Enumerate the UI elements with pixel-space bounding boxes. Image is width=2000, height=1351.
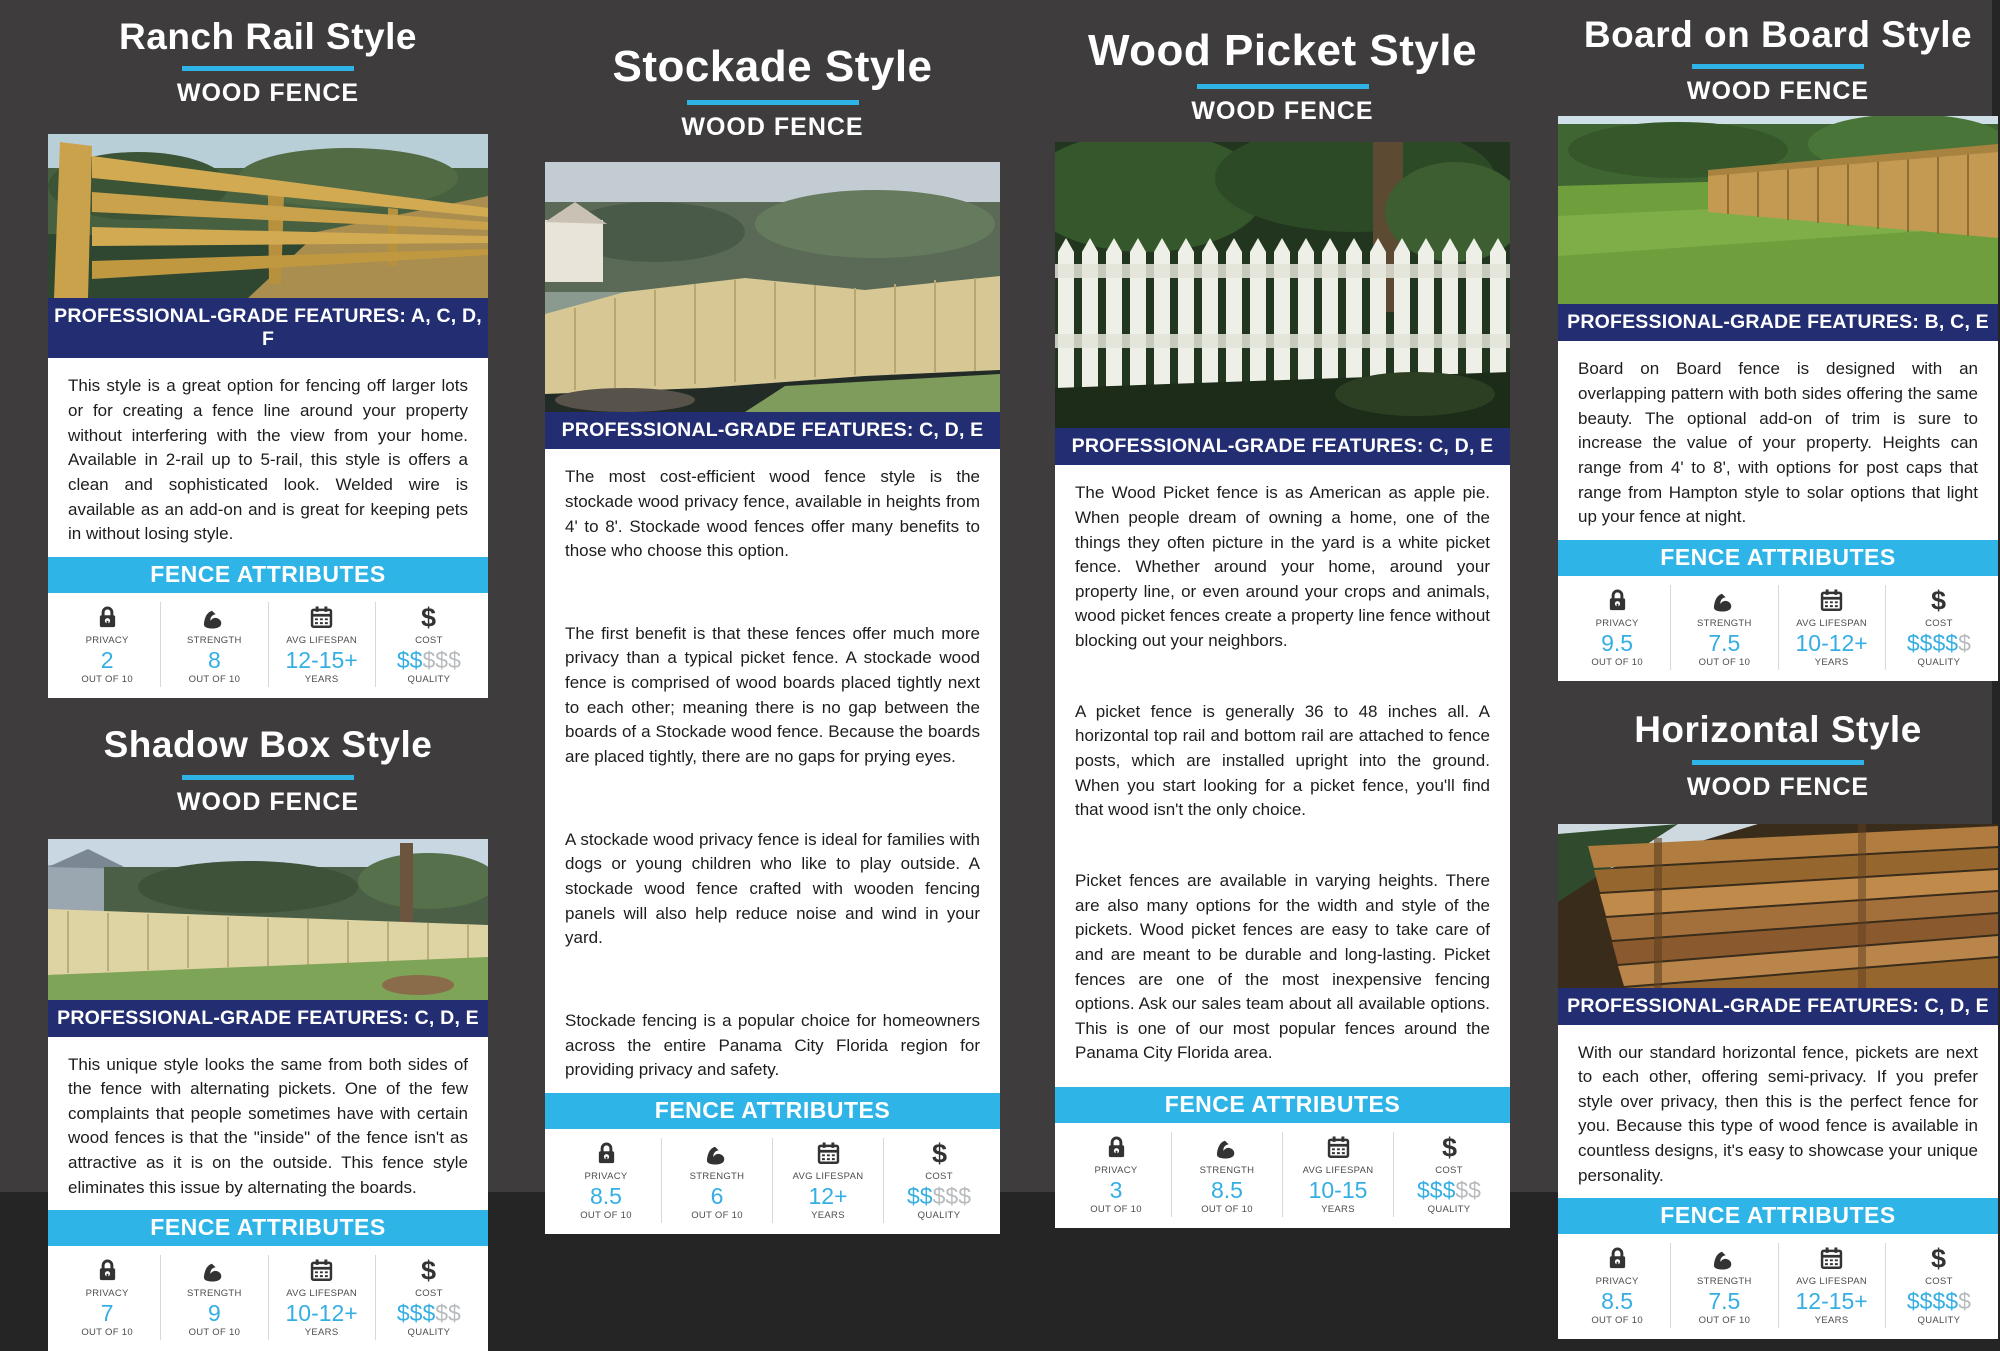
attribute-sublabel: YEARS <box>811 1209 845 1221</box>
cost-rating <box>1907 631 1971 655</box>
attribute-sublabel: QUALITY <box>1917 657 1961 669</box>
attribute-label: STRENGTH <box>1697 617 1752 629</box>
fence-attributes-banner: FENCE ATTRIBUTES <box>545 1093 1000 1129</box>
card-header <box>1558 681 1998 801</box>
attribute-value: 7.5 <box>1708 1288 1741 1315</box>
fence-attributes-banner: FENCE ATTRIBUTES <box>48 1210 488 1246</box>
cost-attribute <box>1394 1132 1504 1217</box>
muscle-icon <box>1711 587 1738 614</box>
lifespan-attribute <box>1779 1243 1886 1328</box>
lock-icon <box>1604 587 1631 614</box>
cost-muted: $$ <box>1455 1177 1481 1204</box>
attribute-sublabel: YEARS <box>304 1327 339 1339</box>
attributes-row <box>48 593 488 698</box>
attribute-label: STRENGTH <box>1697 1276 1752 1288</box>
attribute-value: 9.5 <box>1601 629 1634 656</box>
cost-attribute <box>1886 1243 1992 1328</box>
attribute-value: 7.5 <box>1708 629 1741 656</box>
svg-text:$: $ <box>931 1139 947 1167</box>
attribute-sublabel: OUT OF 10 <box>1201 1204 1253 1216</box>
card-wood-picket <box>1055 0 1510 1228</box>
attribute-label: COST <box>415 634 443 646</box>
attribute-value: 12+ <box>808 1182 848 1209</box>
attributes-row <box>1558 576 1998 681</box>
wood-picket-fence-photo <box>1055 142 1510 428</box>
calendar-icon <box>308 1257 335 1284</box>
cost-muted: $ <box>1958 629 1971 656</box>
muscle-icon <box>1711 1245 1738 1272</box>
page-title: Board on Board Style <box>1583 14 1973 55</box>
attribute-value: 12-15+ <box>1795 1288 1868 1315</box>
features-banner: PROFESSIONAL-GRADE FEATURES: C, D, E <box>1558 988 1998 1025</box>
features-banner: PROFESSIONAL-GRADE FEATURES: C, D, E <box>1055 428 1510 465</box>
attribute-sublabel: OUT OF 10 <box>580 1209 632 1221</box>
attribute-label: PRIVACY <box>1595 617 1639 629</box>
description-paragraph: With our standard horizontal fence, pickets are next to each other, offering semi-privacy. If you prefer style over privacy, then this is the perfect fence for you. Because this type of wood fence is available in countless designs, it's easy to showcase your unique personality. <box>1578 1042 1978 1185</box>
lifespan-attribute <box>269 602 376 687</box>
attribute-sublabel: YEARS <box>1321 1204 1355 1216</box>
cost-muted: $$$ <box>422 646 461 673</box>
card-subtitle: WOOD FENCE <box>1686 77 1870 106</box>
cost-filled: $$$$ <box>1906 1288 1959 1315</box>
lifespan-attribute <box>1283 1132 1394 1217</box>
description <box>48 358 488 556</box>
features-banner: PROFESSIONAL-GRADE FEATURES: B, C, E <box>1558 304 1998 341</box>
attribute-value: 9 <box>207 1300 221 1327</box>
privacy-attribute <box>1564 585 1671 670</box>
title-underline <box>1692 760 1864 765</box>
attribute-sublabel: QUALITY <box>407 1327 451 1339</box>
description-paragraph: Stockade fencing is a popular choice for homeowners across the entire Panama City Florida region for providing privacy and safety. <box>565 1010 980 1080</box>
strength-attribute <box>161 602 268 687</box>
attribute-sublabel: OUT OF 10 <box>1698 1315 1751 1327</box>
description-paragraph: This style is a great option for fencing off larger lots or for creating a fence line around your property without interfering with the view from your home. Available in 2-rail up to 5-rail, this style is offers a clean and sophisticated look. Welded wire is available as an add-on and is great for keeping pets in without losing style. <box>68 376 468 544</box>
cost-muted: $$$ <box>932 1182 971 1209</box>
page-title: Shadow Box Style <box>103 724 433 766</box>
dollar-icon <box>415 604 442 631</box>
svg-text:$: $ <box>1931 586 1947 614</box>
attribute-label: AVG LIFESPAN <box>286 634 358 646</box>
cost-filled: $$ <box>396 646 423 673</box>
attribute-label: COST <box>1925 617 1953 629</box>
cost-rating <box>907 1184 971 1208</box>
dollar-icon <box>1436 1134 1463 1161</box>
title-underline <box>1692 64 1864 69</box>
page-title: Wood Picket Style <box>1087 26 1478 75</box>
fence-attributes-banner: FENCE ATTRIBUTES <box>1055 1087 1510 1123</box>
description-paragraph: Picket fences are available in varying heights. There are also many options for the width and style of the pickets. Wood picket fences are easy to take care of and are meant to be durable and long-lasting. Picket fences are one of the most inexpensive fencing options. Ask our sales team about all available options. This is one of our most popular fences around the Panama City Florida area. <box>1075 870 1490 1063</box>
card-subtitle: WOOD FENCE <box>176 79 360 108</box>
cost-rating <box>397 648 461 672</box>
description-paragraph: A picket fence is generally 36 to 48 inches all. A horizontal top rail and bottom rail are attached to fence posts, which are installed upright into the ground. When you start looking for a picket fence, you'll find that wood isn't the only choice. <box>1075 701 1490 820</box>
attribute-sublabel: QUALITY <box>917 1209 961 1221</box>
attribute-sublabel: OUT OF 10 <box>691 1209 743 1221</box>
card-header <box>48 698 488 816</box>
title-underline <box>687 100 859 105</box>
attribute-label: STRENGTH <box>689 1170 745 1182</box>
attribute-value: 6 <box>710 1182 724 1209</box>
title-underline <box>1197 84 1369 89</box>
attribute-label: STRENGTH <box>187 634 242 646</box>
fence-attributes-banner: FENCE ATTRIBUTES <box>48 557 488 593</box>
lifespan-attribute <box>1779 585 1886 670</box>
card-horizontal <box>1558 681 1998 1339</box>
muscle-icon <box>1214 1134 1241 1161</box>
lifespan-attribute <box>773 1138 884 1223</box>
svg-text:$: $ <box>1931 1245 1947 1273</box>
svg-text:$: $ <box>1441 1134 1457 1162</box>
svg-text:$: $ <box>421 603 437 631</box>
attribute-value: 8 <box>207 646 221 673</box>
privacy-attribute <box>1061 1132 1172 1217</box>
fence-attributes-banner: FENCE ATTRIBUTES <box>1558 540 1998 576</box>
attribute-label: AVG LIFESPAN <box>1302 1165 1374 1177</box>
dollar-icon <box>926 1140 953 1167</box>
attribute-sublabel: YEARS <box>1814 657 1849 669</box>
attribute-sublabel: YEARS <box>304 674 339 686</box>
attribute-sublabel: OUT OF 10 <box>1090 1204 1142 1216</box>
attribute-value: 8.5 <box>1211 1177 1243 1204</box>
ranch-rail-fence-photo <box>48 134 488 298</box>
attribute-label: AVG LIFESPAN <box>1796 617 1868 629</box>
attribute-value: 7 <box>100 1300 114 1327</box>
attribute-label: STRENGTH <box>1199 1165 1255 1177</box>
card-subtitle: WOOD FENCE <box>176 787 360 816</box>
attribute-value: 8.5 <box>590 1182 622 1209</box>
description <box>1558 1025 1998 1199</box>
description <box>1558 341 1998 539</box>
attribute-label: STRENGTH <box>187 1288 242 1300</box>
cost-attribute <box>376 1255 482 1340</box>
cost-rating <box>1907 1289 1971 1313</box>
attribute-sublabel: QUALITY <box>1427 1204 1471 1216</box>
attribute-value: 12-15+ <box>285 646 358 673</box>
strength-attribute <box>1671 1243 1778 1328</box>
attributes-row <box>545 1129 1000 1234</box>
muscle-icon <box>201 604 228 631</box>
column-1 <box>48 0 488 1351</box>
card-subtitle: WOOD FENCE <box>681 113 864 142</box>
privacy-attribute <box>551 1138 662 1223</box>
attributes-row <box>48 1246 488 1351</box>
description-paragraph: Board on Board fence is designed with an overlapping pattern with both sides offering the same beauty. The optional add-on of trim is sure to increase the value of your property. Heights can range from 4' to 8', with options for post caps that range from Hampton style to solar options that light up your fence at night. <box>1578 359 1978 527</box>
attribute-sublabel: OUT OF 10 <box>188 1327 241 1339</box>
description-paragraph: A stockade wood privacy fence is ideal for families with dogs or young children who like to play outside. A stockade wood fence crafted with wooden fencing panels will also help reduce noise and wind in your yard. <box>565 829 980 948</box>
attribute-label: PRIVACY <box>85 1288 129 1300</box>
description-paragraph: The Wood Picket fence is as American as apple pie. When people dream of owning a home, one of the things they often picture in the yard is a white picket fence. Whether around your home, around your property line, or even around your crops and animals, wood picket fences create a property line fence without blocking out your neighbors. <box>1075 483 1490 651</box>
attribute-sublabel: OUT OF 10 <box>1698 657 1751 669</box>
card-header <box>1055 0 1510 126</box>
description <box>545 449 1000 1093</box>
attribute-value: 8.5 <box>1601 1288 1634 1315</box>
lock-icon <box>593 1140 620 1167</box>
page-title: Stockade Style <box>612 42 933 91</box>
page-title: Ranch Rail Style <box>119 16 417 57</box>
attribute-sublabel: OUT OF 10 <box>1591 657 1643 669</box>
title-underline <box>182 775 354 780</box>
privacy-attribute <box>54 602 161 687</box>
lock-icon <box>1604 1245 1631 1272</box>
cost-attribute <box>376 602 482 687</box>
cost-attribute <box>884 1138 994 1223</box>
column-3 <box>1055 0 1510 1228</box>
attributes-row <box>1558 1234 1998 1339</box>
calendar-icon <box>1818 1245 1845 1272</box>
description-paragraph: This unique style looks the same from both sides of the fence with alternating pickets. One of the few complaints that people sometimes have with certain wood fences is that the "inside" of the fence isn't as attractive as it is on the outside. This fence style eliminates this issue by alternating the boards. <box>68 1054 468 1197</box>
card-header <box>48 0 488 108</box>
features-banner: PROFESSIONAL-GRADE FEATURES: C, D, E <box>545 412 1000 449</box>
attribute-label: PRIVACY <box>1094 1165 1138 1177</box>
calendar-icon <box>815 1140 842 1167</box>
card-subtitle: WOOD FENCE <box>1191 97 1374 126</box>
dollar-icon <box>1925 1245 1952 1272</box>
cost-filled: $$$ <box>1417 1177 1456 1204</box>
card-board-on-board <box>1558 0 1998 681</box>
horizontal-fence-photo <box>1558 824 1998 988</box>
attribute-label: COST <box>1925 1276 1953 1288</box>
card-ranch-rail <box>48 0 488 698</box>
attribute-sublabel: QUALITY <box>1917 1315 1961 1327</box>
lock-icon <box>1103 1134 1130 1161</box>
attribute-value: 10-12+ <box>1795 629 1868 656</box>
card-header <box>1558 0 1998 106</box>
board-on-board-fence-photo <box>1558 116 1998 304</box>
column-4 <box>1558 0 1998 1339</box>
cost-filled: $$$ <box>396 1300 436 1327</box>
calendar-icon <box>1325 1134 1352 1161</box>
attribute-label: PRIVACY <box>1595 1276 1639 1288</box>
attribute-label: AVG LIFESPAN <box>792 1170 864 1182</box>
attribute-label: COST <box>1435 1165 1463 1177</box>
cost-muted: $$ <box>435 1300 461 1327</box>
column-2 <box>545 0 1000 1234</box>
attribute-value: 3 <box>1109 1177 1123 1204</box>
title-underline <box>182 66 354 71</box>
card-header <box>545 0 1000 142</box>
lock-icon <box>94 604 121 631</box>
strength-attribute <box>161 1255 268 1340</box>
description-paragraph: The first benefit is that these fences offer much more privacy than a typical picket fence. A stockade wood fence is comprised of wood boards placed tightly next to each other; meaning there is no gap between the boards of a Stockade wood fence. Because the boards are placed tightly, there are no gaps for prying eyes. <box>565 623 980 767</box>
attributes-row <box>1055 1123 1510 1228</box>
stockade-fence-photo <box>545 162 1000 412</box>
privacy-attribute <box>54 1255 161 1340</box>
cost-rating <box>397 1301 461 1325</box>
description-paragraph: The most cost-efficient wood fence style is the stockade wood privacy fence, available in heights from 4' to 8'. Stockade wood fences offer many benefits to those who choose this option. <box>565 467 980 561</box>
attribute-label: PRIVACY <box>85 634 129 646</box>
attribute-sublabel: OUT OF 10 <box>1591 1315 1643 1327</box>
attribute-label: COST <box>415 1288 443 1300</box>
cost-filled: $$ <box>907 1182 933 1209</box>
card-stockade <box>545 0 1000 1234</box>
muscle-icon <box>201 1257 228 1284</box>
attribute-sublabel: OUT OF 10 <box>188 674 241 686</box>
strength-attribute <box>1671 585 1778 670</box>
lock-icon <box>94 1257 121 1284</box>
attribute-sublabel: OUT OF 10 <box>81 674 133 686</box>
attribute-label: AVG LIFESPAN <box>1796 1276 1868 1288</box>
attribute-label: COST <box>925 1170 953 1182</box>
attribute-label: AVG LIFESPAN <box>286 1288 358 1300</box>
shadow-box-fence-photo <box>48 839 488 1000</box>
attribute-sublabel: QUALITY <box>407 674 451 686</box>
attribute-value: 10-15 <box>1308 1177 1368 1204</box>
lifespan-attribute <box>269 1255 376 1340</box>
muscle-icon <box>704 1140 731 1167</box>
cost-attribute <box>1886 585 1992 670</box>
fence-attributes-banner: FENCE ATTRIBUTES <box>1558 1198 1998 1234</box>
strength-attribute <box>662 1138 773 1223</box>
attribute-value: 2 <box>100 646 114 673</box>
card-shadow-box <box>48 698 488 1351</box>
dollar-icon <box>415 1257 442 1284</box>
cost-filled: $$$$ <box>1906 629 1959 656</box>
calendar-icon <box>1818 587 1845 614</box>
calendar-icon <box>308 604 335 631</box>
card-subtitle: WOOD FENCE <box>1686 772 1870 801</box>
svg-text:$: $ <box>421 1257 437 1285</box>
attribute-label: PRIVACY <box>584 1170 628 1182</box>
features-banner: PROFESSIONAL-GRADE FEATURES: C, D, E <box>48 1000 488 1037</box>
dollar-icon <box>1925 587 1952 614</box>
privacy-attribute <box>1564 1243 1671 1328</box>
attribute-sublabel: OUT OF 10 <box>81 1327 133 1339</box>
description <box>1055 465 1510 1087</box>
cost-rating <box>1417 1178 1481 1202</box>
description <box>48 1037 488 1211</box>
cost-muted: $ <box>1958 1288 1971 1315</box>
page-title: Horizontal Style <box>1634 709 1922 751</box>
attribute-sublabel: YEARS <box>1814 1315 1849 1327</box>
attribute-value: 10-12+ <box>285 1300 358 1327</box>
strength-attribute <box>1172 1132 1283 1217</box>
features-banner: PROFESSIONAL-GRADE FEATURES: A, C, D, F <box>48 298 488 358</box>
